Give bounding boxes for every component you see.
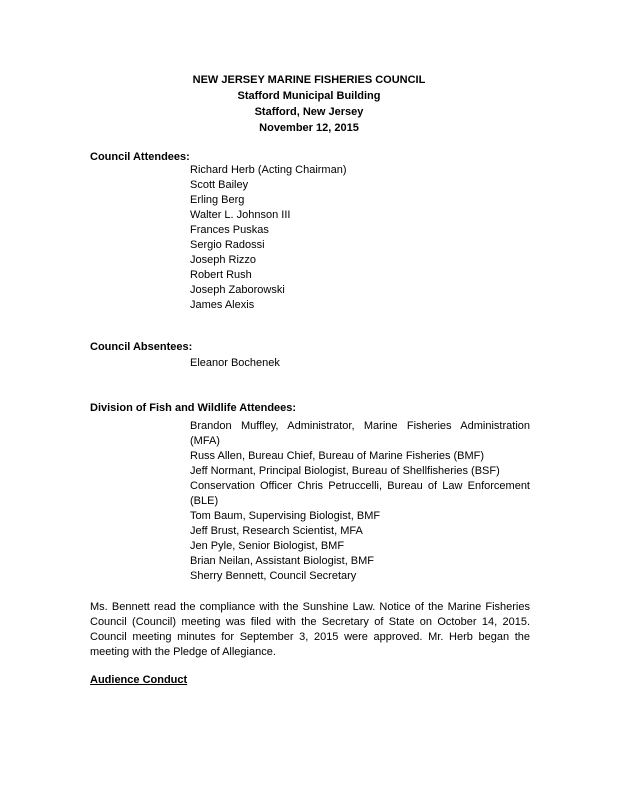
division-attendee-entry: Sherry Bennett, Council Secretary [190, 570, 357, 582]
attendee-name: Sergio Radossi [190, 239, 265, 251]
paragraph-line: Council (Council) meeting was filed with the Secretary of State on October 14, 2015. [90, 616, 530, 628]
paragraph-line: Ms. Bennett read the compliance with the Sunshine Law. Notice of the Marine Fisheries [90, 601, 530, 613]
absentee-name: Eleanor Bochenek [190, 357, 280, 369]
audience-conduct-heading: Audience Conduct [90, 674, 188, 686]
document-header [0, 72, 618, 136]
division-attendee-entry: Brian Neilan, Assistant Biologist, BMF [190, 555, 375, 567]
division-attendee-entry: Jen Pyle, Senior Biologist, BMF [190, 540, 345, 552]
attendee-name: Frances Puskas [190, 224, 269, 236]
council-attendees-title: Council Attendees: [90, 151, 190, 163]
council-absentees-title: Council Absentees: [90, 341, 193, 353]
division-attendee-entry: (BLE) [190, 495, 219, 507]
division-attendees-title: Division of Fish and Wildlife Attendees: [90, 402, 297, 414]
header-date: November 12, 2015 [259, 122, 359, 134]
attendee-name: Joseph Rizzo [190, 254, 257, 266]
attendee-name: Scott Bailey [190, 179, 249, 191]
header-council-name: NEW JERSEY MARINE FISHERIES COUNCIL [192, 74, 426, 86]
paragraph-line: Council meeting minutes for September 3, 2015 were approved. Mr. Herb began the [90, 631, 530, 643]
paragraph-line: meeting with the Pledge of Allegiance. [90, 646, 276, 658]
division-attendee-entry: (MFA) [190, 435, 220, 447]
council-absentees-list [190, 356, 530, 371]
attendee-name: James Alexis [190, 299, 255, 311]
division-attendee-entry: Tom Baum, Supervising Biologist, BMF [190, 510, 381, 522]
division-attendees-list [190, 419, 530, 584]
opening-paragraph [90, 600, 530, 660]
division-attendee-entry: Jeff Normant, Principal Biologist, Bureau of Shellfisheries (BSF) [190, 465, 500, 477]
header-location: Stafford Municipal Building [237, 90, 381, 102]
header-city: Stafford, New Jersey [254, 106, 364, 118]
division-attendee-entry: Brandon Muffley, Administrator, Marine Fisheries Administration [190, 420, 530, 432]
council-attendees-list [190, 163, 530, 313]
attendee-name: Richard Herb (Acting Chairman) [190, 164, 347, 176]
division-attendee-entry: Russ Allen, Bureau Chief, Bureau of Marine Fisheries (BMF) [190, 450, 485, 462]
division-attendee-entry: Jeff Brust, Research Scientist, MFA [190, 525, 363, 537]
division-attendee-entry: Conservation Officer Chris Petruccelli, Bureau of Law Enforcement [190, 480, 530, 492]
attendee-name: Walter L. Johnson III [190, 209, 291, 221]
attendee-name: Robert Rush [190, 269, 252, 281]
attendee-name: Erling Berg [190, 194, 245, 206]
attendee-name: Joseph Zaborowski [190, 284, 285, 296]
